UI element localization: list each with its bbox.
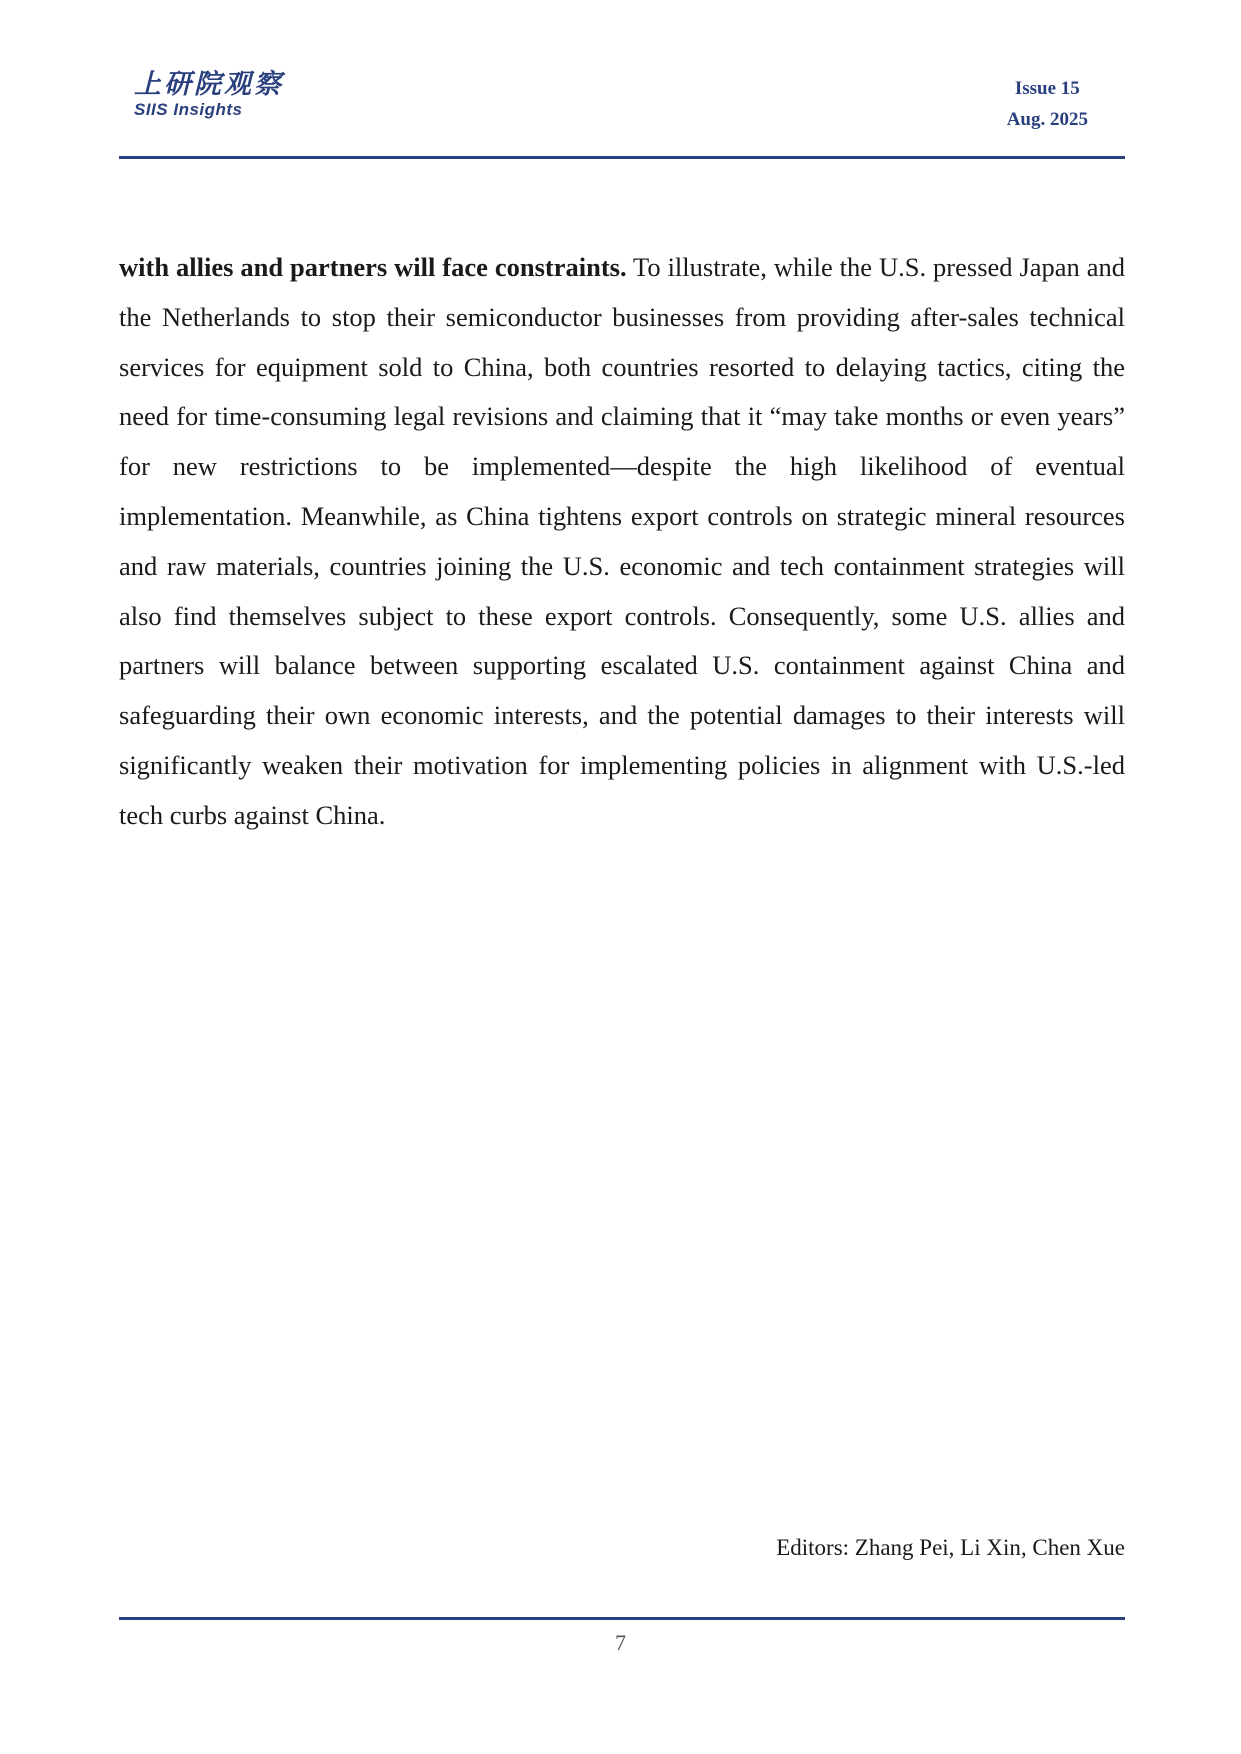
header-logo — [134, 70, 284, 120]
logo-chinese-title: 上研院观察 — [134, 69, 284, 100]
issue-info — [1007, 73, 1088, 135]
paragraph-text: To illustrate, while the U.S. pressed Japan and the Netherlands to stop their semiconductor businesses from providing after-sales technical services for equipment sold to China, both countries resorted to delaying tactics, citing the need for time-consuming legal revisions and claiming that it “may take months or even years” for new restrictions to be implemented—despite the high likelihood of eventual implementation. Meanwhile, as China tightens export controls on strategic mineral resources and raw materials, countries joining the U.S. economic and tech containment strategies will also find themselves subject to these export controls. Consequently, some U.S. allies and partners will balance between supporting escalated U.S. containment against China and safeguarding their own economic interests, and the potential damages to their interests will significantly weaken their motivation for implementing policies in alignment with U.S.-led tech curbs against China. — [119, 252, 1126, 830]
bold-lead-sentence: with allies and partners will face constraints. — [119, 252, 627, 282]
editors-credit: Editors: Zhang Pei, Li Xin, Chen Xue — [776, 1535, 1125, 1560]
page-number: 7 — [615, 1630, 626, 1655]
body-paragraph — [119, 243, 1125, 841]
issue-date: Aug. 2025 — [1006, 109, 1088, 130]
logo-english-title: SIIS Insights — [134, 100, 243, 119]
footer-divider — [119, 1617, 1125, 1620]
header-divider — [119, 156, 1125, 159]
issue-number: Issue 15 — [1014, 78, 1080, 99]
